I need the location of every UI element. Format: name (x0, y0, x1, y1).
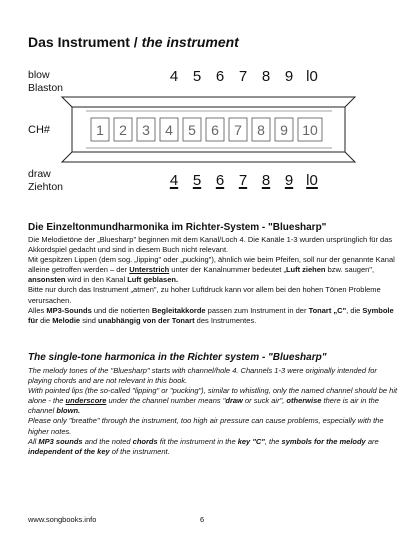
blow-number: 9 (284, 68, 294, 85)
channel-number: 1 (96, 122, 104, 138)
channel-number: 7 (234, 122, 242, 138)
blow-number: 5 (192, 68, 202, 85)
draw-number: l0 (306, 172, 318, 189)
draw-number: 6 (215, 172, 225, 189)
channel-number: 3 (142, 122, 150, 138)
english-paragraph: With pointed lips (the so-called "lipping" or "pucking"), similar to whistling, only the named channel should be hit alone - the underscore under the channel number means "draw or suck air", otherwise there is air in the channel blown. (28, 386, 398, 416)
german-paragraph: Mit gespitzen Lippen (dem sog. „lipping" oder „pucking"), ähnlich wie beim Pfeifen, soll nur der genannte Kanal alleine getroffen werden – der Unterstrich unter der Kanalnummer bedeutet „Luft ziehen bzw. saugen", ansonsten wird in den Kanal Luft geblasen. (28, 255, 395, 285)
channel-label: CH# (28, 124, 51, 136)
channel-number: 10 (302, 122, 318, 138)
draw-label: draw (28, 168, 51, 180)
channel-number: 4 (165, 122, 173, 138)
english-heading: The single-tone harmonica in the Richter system - "Bluesharp" (28, 352, 327, 363)
english-paragraph: All MP3 sounds and the noted chords fit the instrument in the key "C", the symbols for the melody are independent of the key of the instrument. (28, 436, 379, 456)
draw-number: 9 (284, 172, 294, 189)
draw-number: 4 (169, 172, 179, 189)
channel-number: 6 (211, 122, 219, 138)
draw-number: 8 (261, 172, 271, 189)
blow-number: l0 (306, 68, 318, 85)
channel-number: 8 (257, 122, 265, 138)
blow-number: 6 (215, 68, 225, 85)
english-body (28, 366, 400, 457)
page-title-english: the instrument (141, 34, 239, 50)
blow-label-de: Blaston (28, 82, 64, 94)
english-paragraph: Please only "breathe" through the instrument, too high air pressure can cause problems, especially with the higher notes. (28, 416, 384, 436)
draw-number: 5 (192, 172, 202, 189)
draw-label-de: Ziehton (28, 181, 64, 193)
footer-site: www.songbooks.info (28, 515, 97, 524)
blow-number: 4 (169, 68, 179, 85)
german-paragraph: Bitte nur durch das Instrument „atmen", zu hoher Luftdruck kann vor allem bei den hohen Tönen Probleme verursachen. (28, 285, 381, 305)
blow-number: 8 (261, 68, 271, 85)
page-number: 6 (200, 515, 205, 524)
blow-label: blow (28, 69, 50, 81)
german-paragraph: Alles MP3-Sounds und die notierten Begleitakkorde passen zum Instrument in der Tonart „C", die Symbole für die Melodie sind unabhängig von der Tonart des Instrumentes. (28, 305, 394, 325)
english-paragraph: The melody tones of the "Bluesharp" starts with channel/hole 4. Channels 1-3 were originally intended for playing chords and are not relevant in this book. (28, 366, 377, 386)
page-title: Das Instrument / the instrument (28, 34, 239, 50)
german-heading: Die Einzeltonmundharmonika im Richter-System - "Bluesharp" (28, 222, 327, 233)
draw-number: 7 (238, 172, 248, 189)
channel-number: 2 (119, 122, 127, 138)
blow-number: 7 (238, 68, 248, 85)
german-paragraph: Die Melodietöne der „Bluesharp" beginnen mit dem Kanal/Loch 4. Die Kanäle 1-3 wurden ursprünglich für das Akkordspiel gedacht und sind in diesem Buch nicht relevant. (28, 235, 393, 255)
channel-number: 9 (280, 122, 288, 138)
german-body (28, 235, 400, 326)
channel-number: 5 (188, 122, 196, 138)
